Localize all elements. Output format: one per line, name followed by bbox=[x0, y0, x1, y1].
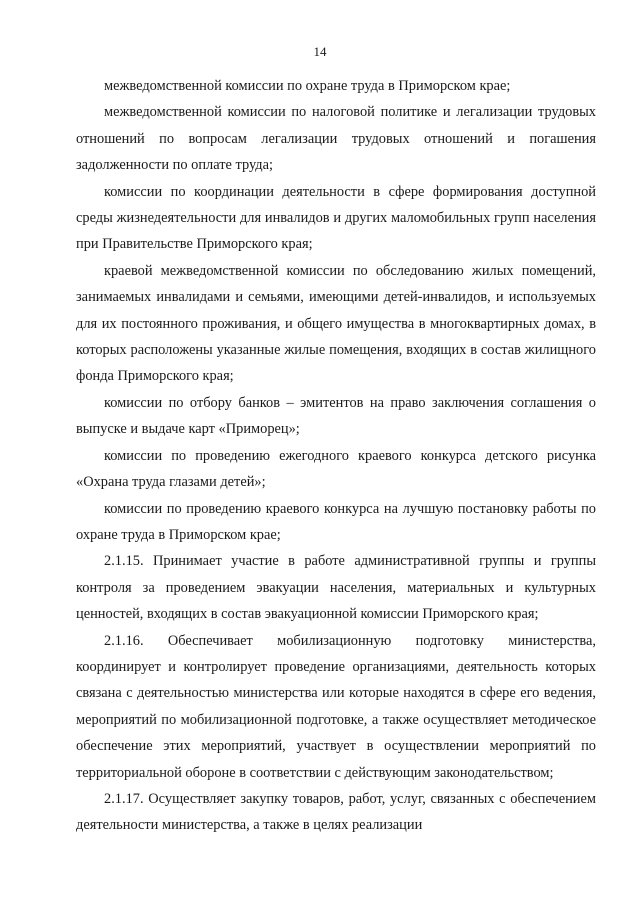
paragraph-commission-labor-protection: межведомственной комиссии по охране труда в Приморском крае; bbox=[104, 78, 511, 94]
paragraph-commission-bank-selection: комиссии по отбору банков – эмитентов на право заключения соглашения о выпуске и выдаче карт «Приморец»; bbox=[76, 394, 596, 438]
page-number: 14 bbox=[313, 44, 327, 59]
paragraph-commission-children-drawing-contest: комиссии по проведению ежегодного краевого конкурса детского рисунка «Охрана труда глазами детей»; bbox=[76, 447, 596, 491]
paragraph-commission-housing-inspection: краевой межведомственной комиссии по обследованию жилых помещений, занимаемых инвалидами и семьями, имеющими детей-инвалидов, и используемых для их постоянного проживания, и общего имущества в многоквартирных домах, в которых расположены указанные жилые помещения, входящих в состав жилищного фонда Приморского края; bbox=[76, 262, 596, 385]
paragraph-clause-2-1-16: 2.1.16. Обеспечивает мобилизационную подготовку министерства, координирует и контролирует проведение организациями, деятельность которых связана с деятельностью министерства или которые находятся в сфере его ведения, мероприятий по мобилизационной подготовке, а также осуществляет методическое обеспечение этих мероприятий, участвует в осуществлении мероприятий по территориальной обороне в соответствии с действующим законодательством; bbox=[76, 632, 596, 781]
paragraph-clause-2-1-17: 2.1.17. Осуществляет закупку товаров, работ, услуг, связанных с обеспечением деятельности министерства, а также в целях реализации bbox=[76, 790, 596, 834]
document-body bbox=[76, 73, 596, 839]
paragraph-commission-labor-protection-contest: комиссии по проведению краевого конкурса на лучшую постановку работы по охране труда в Приморском крае; bbox=[76, 500, 596, 543]
paragraph-commission-tax-policy: межведомственной комиссии по налоговой политике и легализации трудовых отношений по вопросам легализации трудовых отношений и погашения задолженности по оплате труда; bbox=[76, 104, 596, 174]
paragraph-commission-accessible-environment: комиссии по координации деятельности в сфере формирования доступной среды жизнедеятельности для инвалидов и других маломобильных групп населения при Правительстве Приморского края; bbox=[76, 183, 596, 253]
paragraph-clause-2-1-15: 2.1.15. Принимает участие в работе административной группы и группы контроля за проведением эвакуации населения, материальных и культурных ценностей, входящих в состав эвакуационной комиссии Приморского края; bbox=[76, 553, 596, 623]
